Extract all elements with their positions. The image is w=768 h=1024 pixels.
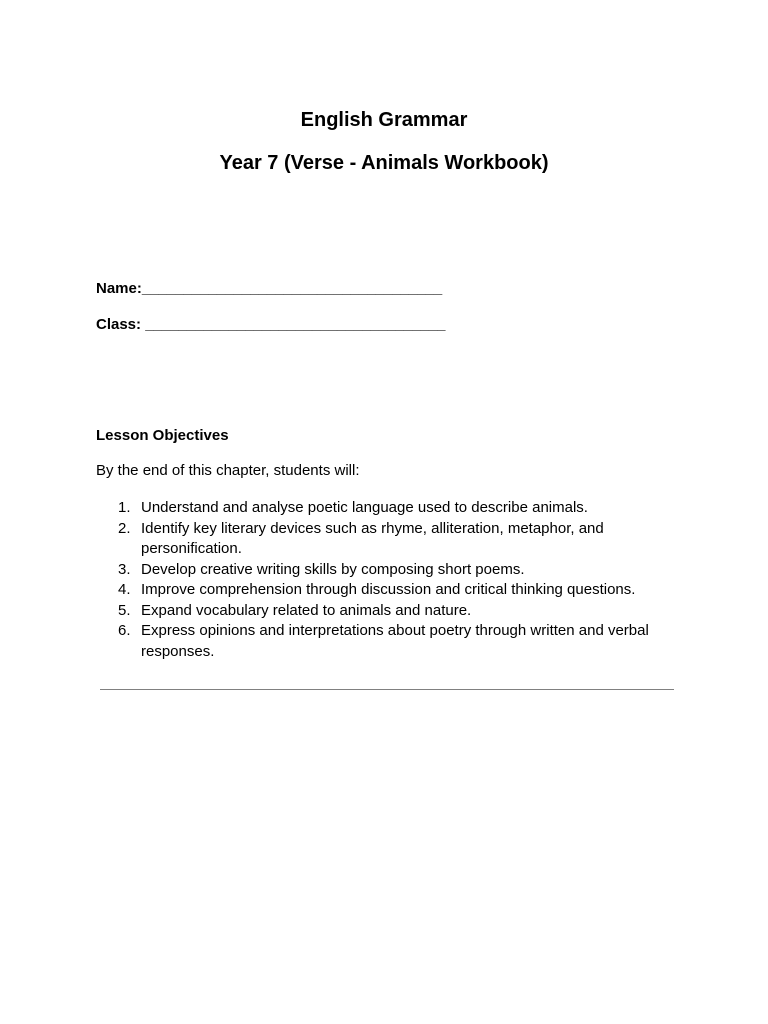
list-item-number: 4.	[118, 581, 131, 598]
document-subtitle: Year 7 (Verse - Animals Workbook)	[219, 152, 549, 174]
lesson-objectives-intro: By the end of this chapter, students will:	[96, 462, 360, 479]
list-item-number: 3.	[118, 560, 131, 578]
list-item-text: Identify key literary devices such as rhyme, alliteration, metaphor, and personification.	[141, 519, 604, 557]
list-item	[96, 519, 676, 560]
list-item-text: Understand and analyse poetic language used to describe animals.	[141, 499, 588, 516]
lesson-objectives-heading: Lesson Objectives	[96, 427, 229, 444]
list-item	[96, 498, 676, 519]
horizontal-divider	[100, 689, 674, 690]
list-item	[96, 560, 676, 581]
list-item-number: 1.	[118, 499, 131, 516]
list-item-text: Develop creative writing skills by composing short poems.	[141, 560, 525, 578]
objectives-list	[96, 498, 676, 662]
list-item-text: Improve comprehension through discussion and critical thinking questions.	[141, 581, 636, 598]
list-item	[96, 621, 676, 662]
list-item-text: Express opinions and interpretations about poetry through written and verbal responses.	[141, 622, 649, 660]
list-item-text: Expand vocabulary related to animals and nature.	[141, 601, 472, 619]
list-item-number: 5.	[118, 601, 131, 619]
list-item-number: 2.	[118, 519, 131, 537]
list-item-number: 6.	[118, 622, 131, 639]
class-field: Class: ____________________________________	[96, 316, 446, 333]
list-item	[96, 601, 676, 622]
document-title: English Grammar	[300, 109, 468, 131]
name-field: Name:____________________________________	[96, 280, 443, 297]
list-item	[96, 580, 676, 601]
